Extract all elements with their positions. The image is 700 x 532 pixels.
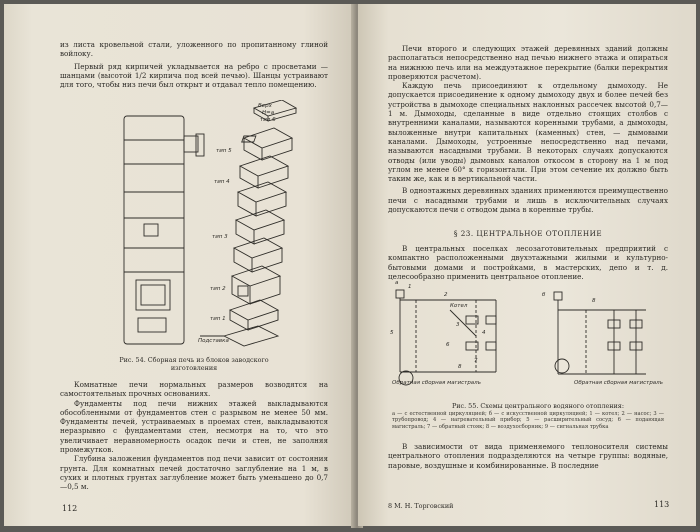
right-text-bottom <box>388 442 668 470</box>
label-b-return-main: Обратная сборная магистраль <box>574 380 663 386</box>
figure-55-caption: Рис. 55. Схемы центрального водяного отопления: <box>451 402 624 410</box>
label-type-6: тип 6 <box>260 117 276 123</box>
label-a-4: 4 <box>482 330 486 336</box>
label-type-3: тип 3 <box>212 234 228 240</box>
label-top: Верх <box>258 103 272 109</box>
label-a-7: 7 <box>474 358 478 364</box>
left-paragraph-5: Глубина заложения фундаментов под печи зависит от состояния грунта. Для комнатных печей достаточно заглубление на 1 м, в сухих и плотных грунтах заглубление может быть уменьшено до 0,7—0,5 м. <box>60 454 328 492</box>
right-page <box>358 4 696 526</box>
left-text-top <box>60 40 328 89</box>
figure-54-labels <box>106 100 336 348</box>
label-a-6: 6 <box>446 342 450 348</box>
right-page-number: 113 <box>654 500 670 509</box>
label-type-2: тип 2 <box>210 286 226 292</box>
left-page-number: 112 <box>62 504 78 513</box>
left-text-bottom <box>60 380 328 492</box>
right-paragraph-3: В одноэтажных деревянных зданиях применяются преимущественно печи с насадными трубами и лишь в исключительных случаях допускаются печи с отводом дыма в коренные трубы. <box>388 186 668 215</box>
right-text-top <box>388 44 668 214</box>
label-a-1: 1 <box>408 284 412 290</box>
left-paragraph-3: Комнатные печи нормальных размеров возводятся на самостоятельных прочных основаниях. <box>60 380 328 399</box>
right-paragraph-5: В зависимости от вида применяемого теплоносителя системы центрального отопления подразделяются на четыре группы: водяные, паровые, воздушные и комбинированные. В последние <box>388 442 668 470</box>
label-a: а <box>395 280 399 286</box>
label-type-1: тип 1 <box>210 316 226 322</box>
label-stand: Подставка <box>198 338 229 344</box>
label-a-return-main: Обратная сборная магистраль <box>392 380 481 386</box>
left-paragraph-2: Первый ряд кирпичей укладывается на ребро с просветами — шанцами (высотой 1/2 кирпича под всей печью). Шанцы устраивают для того, чтобы низ печи был открыт и отдавал тепло помещению. <box>60 61 328 90</box>
label-b: б <box>542 292 546 298</box>
right-page-footer: 8 М. Н. Торговский <box>388 502 454 510</box>
figure-55-labels <box>386 280 676 400</box>
label-a-5: 5 <box>390 330 394 336</box>
label-a-8: 8 <box>458 364 462 370</box>
figure-55-legend: а — с естественной циркуляцией; б — с искусственной циркуляцией; 1 — котел; 2 — насос; 3 — трубопровод; 4 — нагревательный прибор; 5 — расширительный сосуд; 6 — подающая магистраль; 7 — обратный стояк; 8 — воздухосборник; 9 — сигнальная трубка <box>392 411 664 430</box>
right-paragraph-4: В центральных поселках лесозаготовительных предприятий с компактно расположенными двухэтажными жилыми и культурно-бытовыми домами и постройками, в мастерских, депо и т. д. целесообразно применить центральное отопление. <box>388 244 668 281</box>
label-b-8: 8 <box>592 298 596 304</box>
left-paragraph-1: из листа кровельной стали, уложенного по пропитанному глиной войлоку. <box>60 40 328 59</box>
label-type-5: тип 5 <box>216 148 232 154</box>
label-type-4: тип 4 <box>214 179 230 185</box>
section-title: § 23. ЦЕНТРАЛЬНОЕ ОТОПЛЕНИЕ <box>453 229 603 238</box>
label-a-2: 2 <box>444 292 448 298</box>
left-paragraph-4: Фундаменты под печи нижних этажей выкладываются обособленными от фундаментов стен с разрывом не менее 50 мм. Фундаменты печей, устраиваемых в проемах стен, выкладываются неразрывно с фундаментами стен, несмотря на то, что это увеличивает неравномерность осадок печи и стен, не заполняя промежутков. <box>60 398 328 455</box>
open-book <box>4 4 696 528</box>
right-text-mid <box>388 244 668 281</box>
right-paragraph-1: Печи второго и следующих этажей деревянных зданий должны располагаться непосредственно над печью нижнего этажа и опираться на нижнюю печь или на междуэтажное перекрытие (балки перекрытия проверяются расчетом). <box>388 44 668 81</box>
label-h: Н=а <box>262 110 275 116</box>
label-a-boiler: Котел <box>450 303 468 309</box>
label-a-3: 3 <box>456 322 460 328</box>
left-page <box>4 4 356 526</box>
right-paragraph-2: Каждую печь присоединяют к отдельному дымоходу. Не допускается присоединение к одному дымоходу двух и более печей без устройства в дымоходе специальных наклонных рассечек высотой 0,7—1 м. Дымоходы, сделанные в виде отдельно стоящих столбов с внутренними каналами, называются коренными трубами, а дымоходы, выложенные внутри капитальных (каменных) стен, — дымовыми каналами. Дымоходы, устроенные непосредственно над печами, называются насадными трубами. В некоторых случаях допускаются отводы (или уводы) дымовых каналов откосом в сторону на 1 м под углом не менее 60° к горизонтали. При этом сечение их должно быть таким же, как и в вертикальной части. <box>388 81 668 184</box>
figure-54-caption: Рис. 54. Сборная печь из блоков заводского изготовления <box>119 356 269 372</box>
